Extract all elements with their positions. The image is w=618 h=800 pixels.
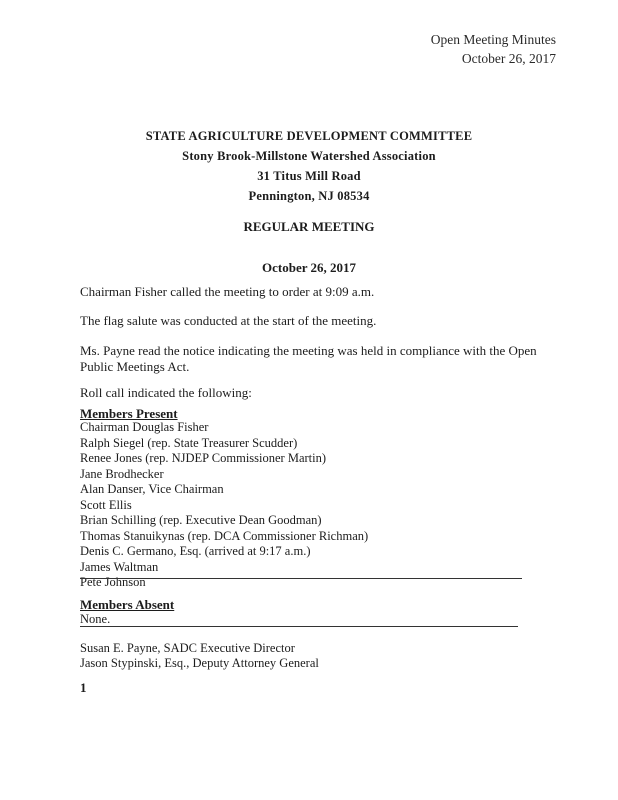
committee-name: STATE AGRICULTURE DEVELOPMENT COMMITTEE [145,129,473,143]
committee-title-block [0,126,618,206]
list-item: Jane Brodhecker [80,466,164,481]
members-present-divider [80,578,522,579]
venue-city: Pennington, NJ 08534 [248,189,370,203]
list-item: Alan Danser, Vice Chairman [80,482,224,496]
members-present-heading: Members Present [80,406,178,421]
list-item: James Waltman [80,559,159,574]
list-item: Renee Jones (rep. NJDEP Commissioner Martin) [80,451,327,465]
list-item: Chairman Douglas Fisher [80,420,209,434]
list-item: Pete Johnson [80,575,146,589]
venue-name: Stony Brook-Millstone Watershed Association [182,149,436,163]
list-item: Denis C. Germano, Esq. (arrived at 9:17 a.m.) [80,544,311,558]
call-to-order-paragraph: Chairman Fisher called the meeting to order at 9:09 a.m. [80,284,375,299]
staff-deputy-attorney-general: Jason Stypinski, Esq., Deputy Attorney General [80,656,319,670]
list-item: Scott Ellis [80,497,132,512]
members-absent-value: None. [80,612,111,626]
list-item: Thomas Stanuikynas (rep. DCA Commissioner Richman) [80,528,369,543]
members-present-list [80,420,368,591]
notice-paragraph: Ms. Payne read the notice indicating the meeting was held in compliance with the Open Public Meetings Act. [80,343,537,374]
document-header [431,30,556,68]
meeting-type-heading: REGULAR MEETING [243,219,375,234]
flag-salute-paragraph: The flag salute was conducted at the start of the meeting. [80,313,377,328]
venue-street: 31 Titus Mill Road [257,169,361,183]
document-type-label: Open Meeting Minutes [430,32,556,47]
members-absent-heading: Members Absent [80,597,175,612]
meeting-date-heading: October 26, 2017 [262,260,356,275]
page-number: 1 [80,680,87,695]
list-item: Brian Schilling (rep. Executive Dean Goodman) [80,513,322,527]
document-header-date: October 26, 2017 [461,51,556,66]
list-item: Ralph Siegel (rep. State Treasurer Scudder) [80,435,298,450]
members-absent-divider [80,626,518,627]
staff-executive-director: Susan E. Payne, SADC Executive Director [80,641,295,655]
roll-call-paragraph: Roll call indicated the following: [80,385,252,400]
